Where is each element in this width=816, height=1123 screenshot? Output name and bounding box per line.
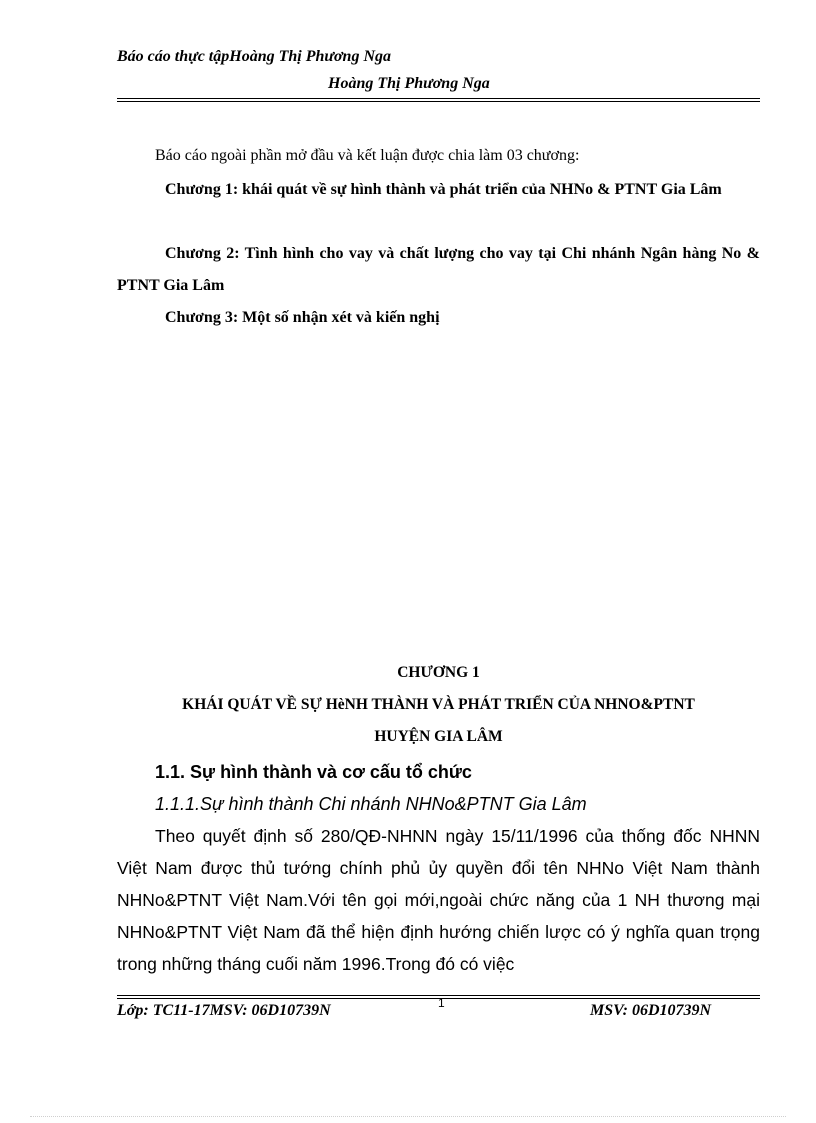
footer-class-id: Lớp: TC11-17MSV: 06D10739N [117,1002,331,1019]
page-number: 1 [438,996,445,1010]
header-rule-top [117,98,760,99]
header-line-2: Hoàng Thị Phương Nga [328,75,490,92]
footer-student-id: MSV: 06D10739N [590,1002,712,1019]
chapter-title-line-1: KHÁI QUÁT VỀ SỰ HèNH THÀNH VÀ PHÁT TRIỂN CỦA NHNO&PTNT [182,696,695,713]
page-bottom-divider [30,1116,786,1117]
chapter-1-summary: Chương 1: khái quát về sự hình thành và phát triển của NHNo & PTNT Gia Lâm [165,181,722,198]
intro-paragraph: Báo cáo ngoài phần mở đầu và kết luận được chia làm 03 chương: [155,147,580,164]
chapter-number: CHƯƠNG 1 [397,664,480,681]
section-heading: 1.1. Sự hình thành và cơ cấu tổ chức [155,762,472,782]
header-rule-bottom [117,101,760,102]
body-paragraph: Theo quyết định số 280/QĐ-NHNN ngày 15/11/1996 của thống đốc NHNN Việt Nam được thủ tướng chính phủ ủy quyền đổi tên NHNo Việt Nam thành NHNo&PTNT Việt Nam.Với tên gọi mới,ngoài chức năng của 1 NH thương mại NHNo&PTNT Việt Nam đã thể hiện định hướng chiến lược có ý nghĩa quan trọng trong những tháng cuối năm 1996.Trong đó có việc [117,826,760,974]
chapter-2-summary: Chương 2: Tình hình cho vay và chất lượng cho vay tại Chi nhánh Ngân hàng No & PTNT Gia Lâm [117,245,760,294]
subsection-heading: 1.1.1.Sự hình thành Chi nhánh NHNo&PTNT Gia Lâm [155,794,587,814]
chapter-title-line-2: HUYỆN GIA LÂM [374,728,503,745]
chapter-3-summary: Chương 3: Một số nhận xét và kiến nghị [165,309,440,326]
header-line-1: Báo cáo thực tậpHoàng Thị Phương Nga [117,48,392,65]
